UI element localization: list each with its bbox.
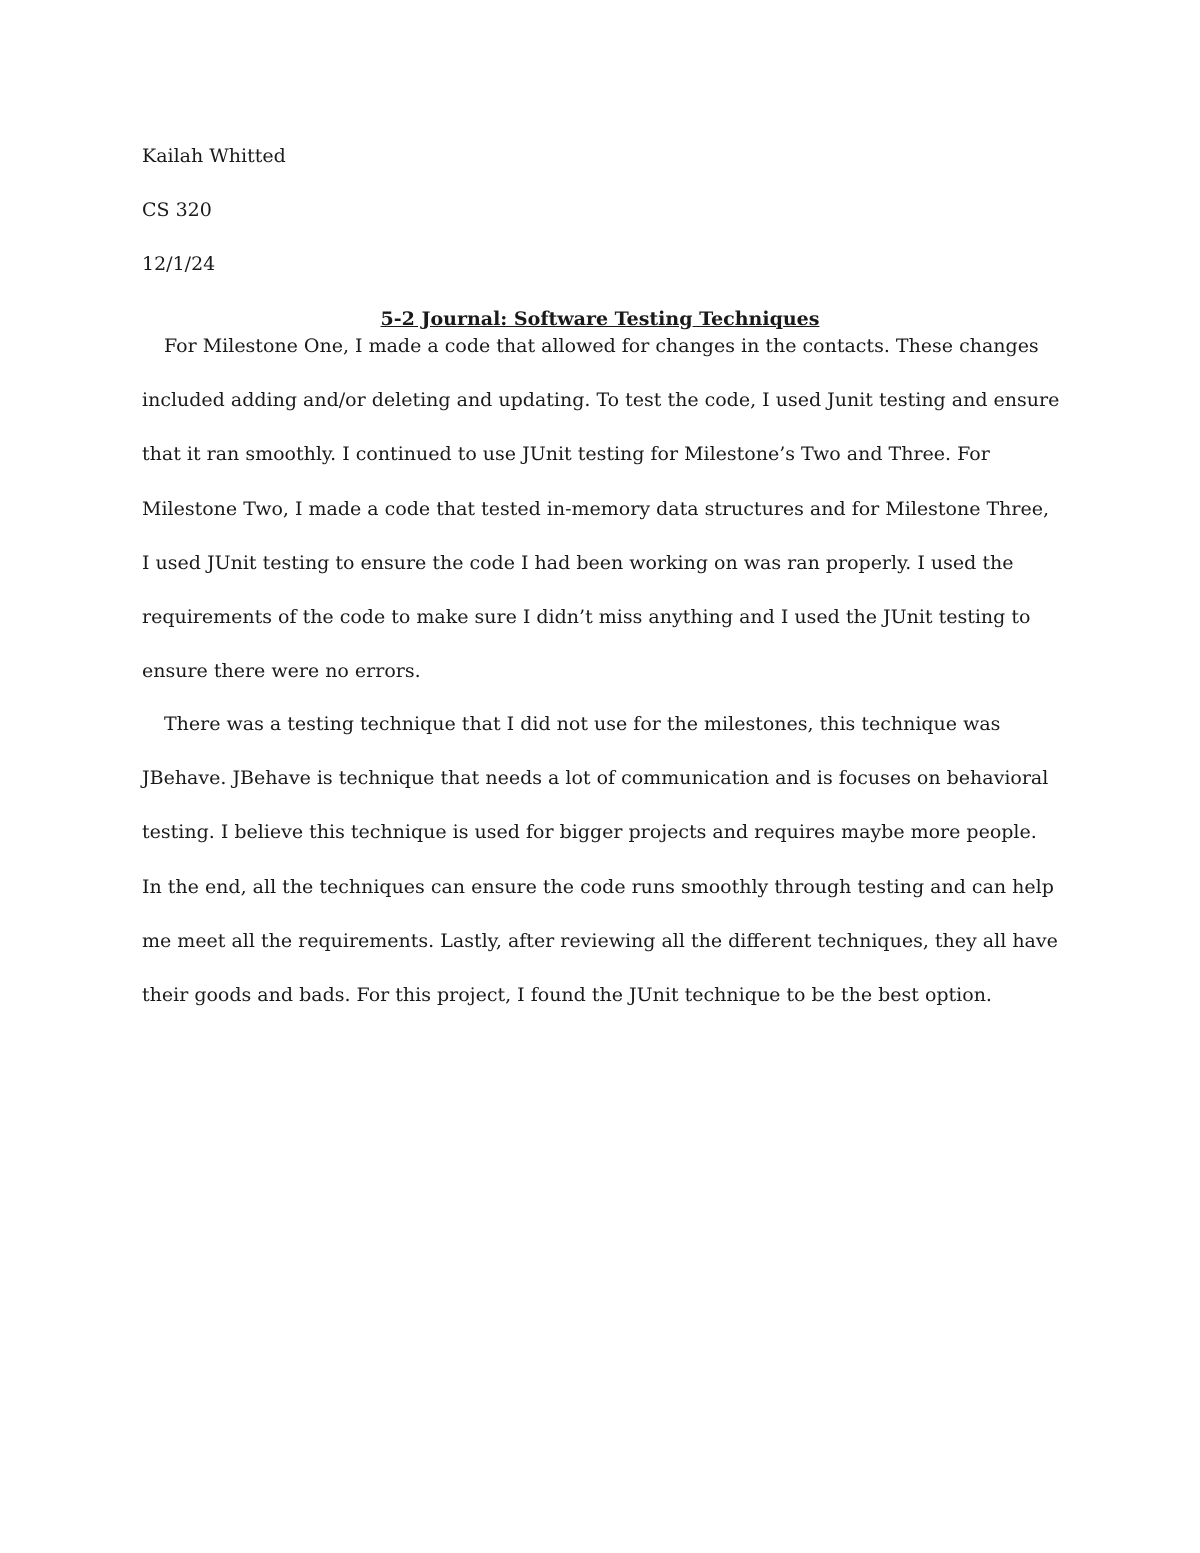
document-title: 5-2 Journal: Software Testing Techniques: [380, 308, 820, 330]
body-paragraph: There was a testing technique that I did not use for the milestones, this technique was JBehave. JBehave is technique that needs a lot of communication and is focuses on behavioral testing. I believe this technique is used for bigger projects and requires maybe more people. In the end, all the techniques can ensure the code runs smoothly through testing and can help me meet all the requirements. Lastly, after reviewing all the different techniques, they all have their goods and bads. For this project, I found the JUnit technique to be the best option.: [142, 713, 1058, 1007]
document-date: 12/1/24: [142, 253, 216, 275]
course-name: CS 320: [142, 199, 212, 221]
body-paragraph: For Milestone One, I made a code that allowed for changes in the contacts. These changes included adding and/or deleting and updating. To test the code, I used Junit testing and ensure that it ran smoothly. I continued to use JUnit testing for Milestone’s Two and Three. For Milestone Two, I made a code that tested in-memory data structures and for Milestone Three, I used JUnit testing to ensure the code I had been working on was ran properly. I used the requirements of the code to make sure I didn’t miss anything and I used the JUnit testing to ensure there were no errors.: [142, 335, 1060, 683]
author-name: Kailah Whitted: [142, 145, 286, 167]
